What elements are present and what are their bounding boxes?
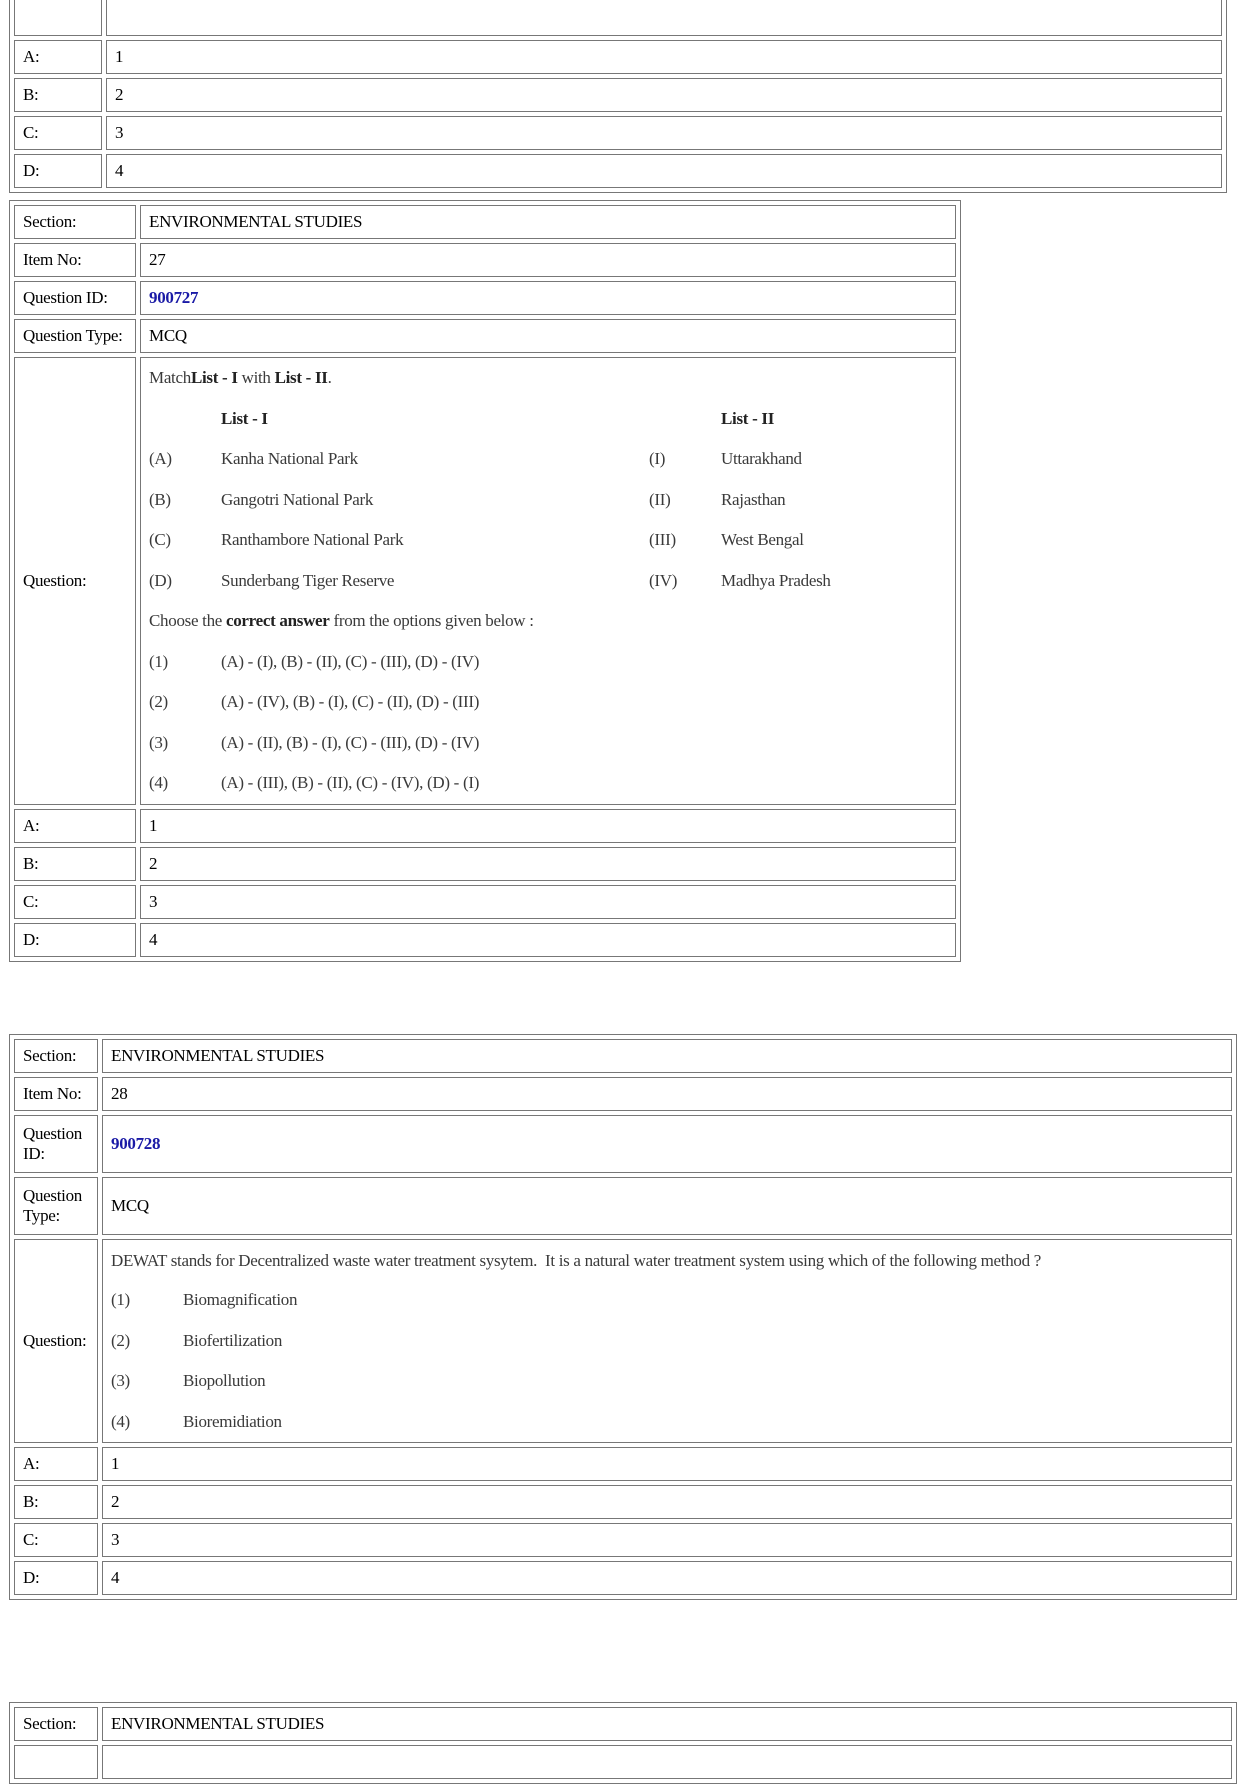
answer-b-label: B:	[14, 78, 102, 112]
answer-a-value: 1	[106, 40, 1222, 74]
list-1-header: List - I	[221, 408, 268, 428]
question-type-label: Question Type:	[14, 319, 136, 353]
option-row: (4) (A) - (III), (B) - (II), (C) - (IV), (D) - (I)	[149, 773, 480, 792]
item-no-label: Item No:	[14, 1077, 98, 1111]
answer-a-value: 1	[102, 1447, 1232, 1481]
question-text: DEWAT stands for Decentralized waste water treatment sysytem. It is a natural water treatment system using which of the following method ?	[111, 1251, 1042, 1270]
item-no-label: Item No:	[14, 243, 136, 277]
option-row: (1) (A) - (I), (B) - (II), (C) - (III), (D) - (IV)	[149, 651, 480, 671]
match-row: (A) Kanha National Park (I) Uttarakhand	[149, 449, 802, 468]
question-id-value: 900727	[140, 281, 956, 315]
option-row: (3) Biopollution	[111, 1371, 266, 1390]
list-headers	[149, 399, 947, 440]
question-28-table	[9, 1034, 1237, 1600]
match-row: (D) Sunderbang Tiger Reserve (IV) Madhya Pradesh	[149, 570, 831, 590]
answer-d-value: 4	[106, 154, 1222, 188]
option-row: (4) Bioremidiation	[111, 1411, 282, 1431]
section-label: Section:	[14, 1039, 98, 1073]
option-row: (2) (A) - (IV), (B) - (I), (C) - (II), (D) - (III)	[149, 692, 480, 711]
match-instruction: Match List - I with List - II .	[149, 368, 332, 387]
answer-d-label: D:	[14, 923, 136, 957]
answer-b-value: 2	[106, 78, 1222, 112]
answer-d-value: 4	[140, 923, 956, 957]
question-id-label: Question ID:	[14, 1115, 98, 1173]
list-2-header: List - II	[721, 408, 775, 428]
answer-c-label: C:	[14, 885, 136, 919]
question-27-table	[9, 200, 961, 962]
previous-question-answers-table	[9, 0, 1227, 193]
answer-c-label: C:	[14, 116, 102, 150]
option-row: (3) (A) - (II), (B) - (I), (C) - (III), (D) - (IV)	[149, 732, 480, 752]
match-row: (C) Ranthambore National Park (III) West Bengal	[149, 530, 804, 549]
match-row: (B) Gangotri National Park (II) Rajasthan	[149, 489, 786, 509]
answer-a-label: A:	[14, 1447, 98, 1481]
answer-a-value: 1	[140, 809, 956, 843]
question-type-value: MCQ	[140, 319, 956, 353]
answer-b-value: 2	[140, 847, 956, 881]
question-id-label: Question ID:	[14, 281, 136, 315]
answer-d-label: D:	[14, 1561, 98, 1595]
label-cell	[14, 0, 102, 36]
answer-a-label: A:	[14, 40, 102, 74]
question-type-value: MCQ	[102, 1177, 1232, 1235]
question-body	[102, 1239, 1232, 1443]
question-body	[140, 357, 956, 805]
item-no-value: 27	[140, 243, 956, 277]
answer-b-value: 2	[102, 1485, 1232, 1519]
answer-d-value: 4	[102, 1561, 1232, 1595]
answer-c-value: 3	[102, 1523, 1232, 1557]
question-type-label: Question Type:	[14, 1177, 98, 1235]
question-label: Question:	[14, 357, 136, 805]
answer-b-label: B:	[14, 847, 136, 881]
value-cell	[106, 0, 1222, 36]
question-label: Question:	[14, 1239, 98, 1443]
item-no-value: 28	[102, 1077, 1232, 1111]
answer-c-label: C:	[14, 1523, 98, 1557]
section-value: ENVIRONMENTAL STUDIES	[140, 205, 956, 239]
section-value: ENVIRONMENTAL STUDIES	[102, 1039, 1232, 1073]
answer-c-value: 3	[106, 116, 1222, 150]
choose-instruction: Choose the correct answer from the options given below :	[149, 611, 534, 630]
answer-a-label: A:	[14, 809, 136, 843]
option-row: (2) Biofertilization	[111, 1330, 283, 1350]
question-29-table	[9, 1702, 1237, 1784]
section-value: ENVIRONMENTAL STUDIES	[102, 1707, 1232, 1741]
section-label: Section:	[14, 205, 136, 239]
label-cell	[14, 1745, 98, 1779]
answer-b-label: B:	[14, 1485, 98, 1519]
section-label: Section:	[14, 1707, 98, 1741]
question-id-value: 900728	[102, 1115, 1232, 1173]
answer-d-label: D:	[14, 154, 102, 188]
value-cell	[102, 1745, 1232, 1779]
answer-c-value: 3	[140, 885, 956, 919]
option-row: (1) Biomagnification	[111, 1290, 298, 1309]
